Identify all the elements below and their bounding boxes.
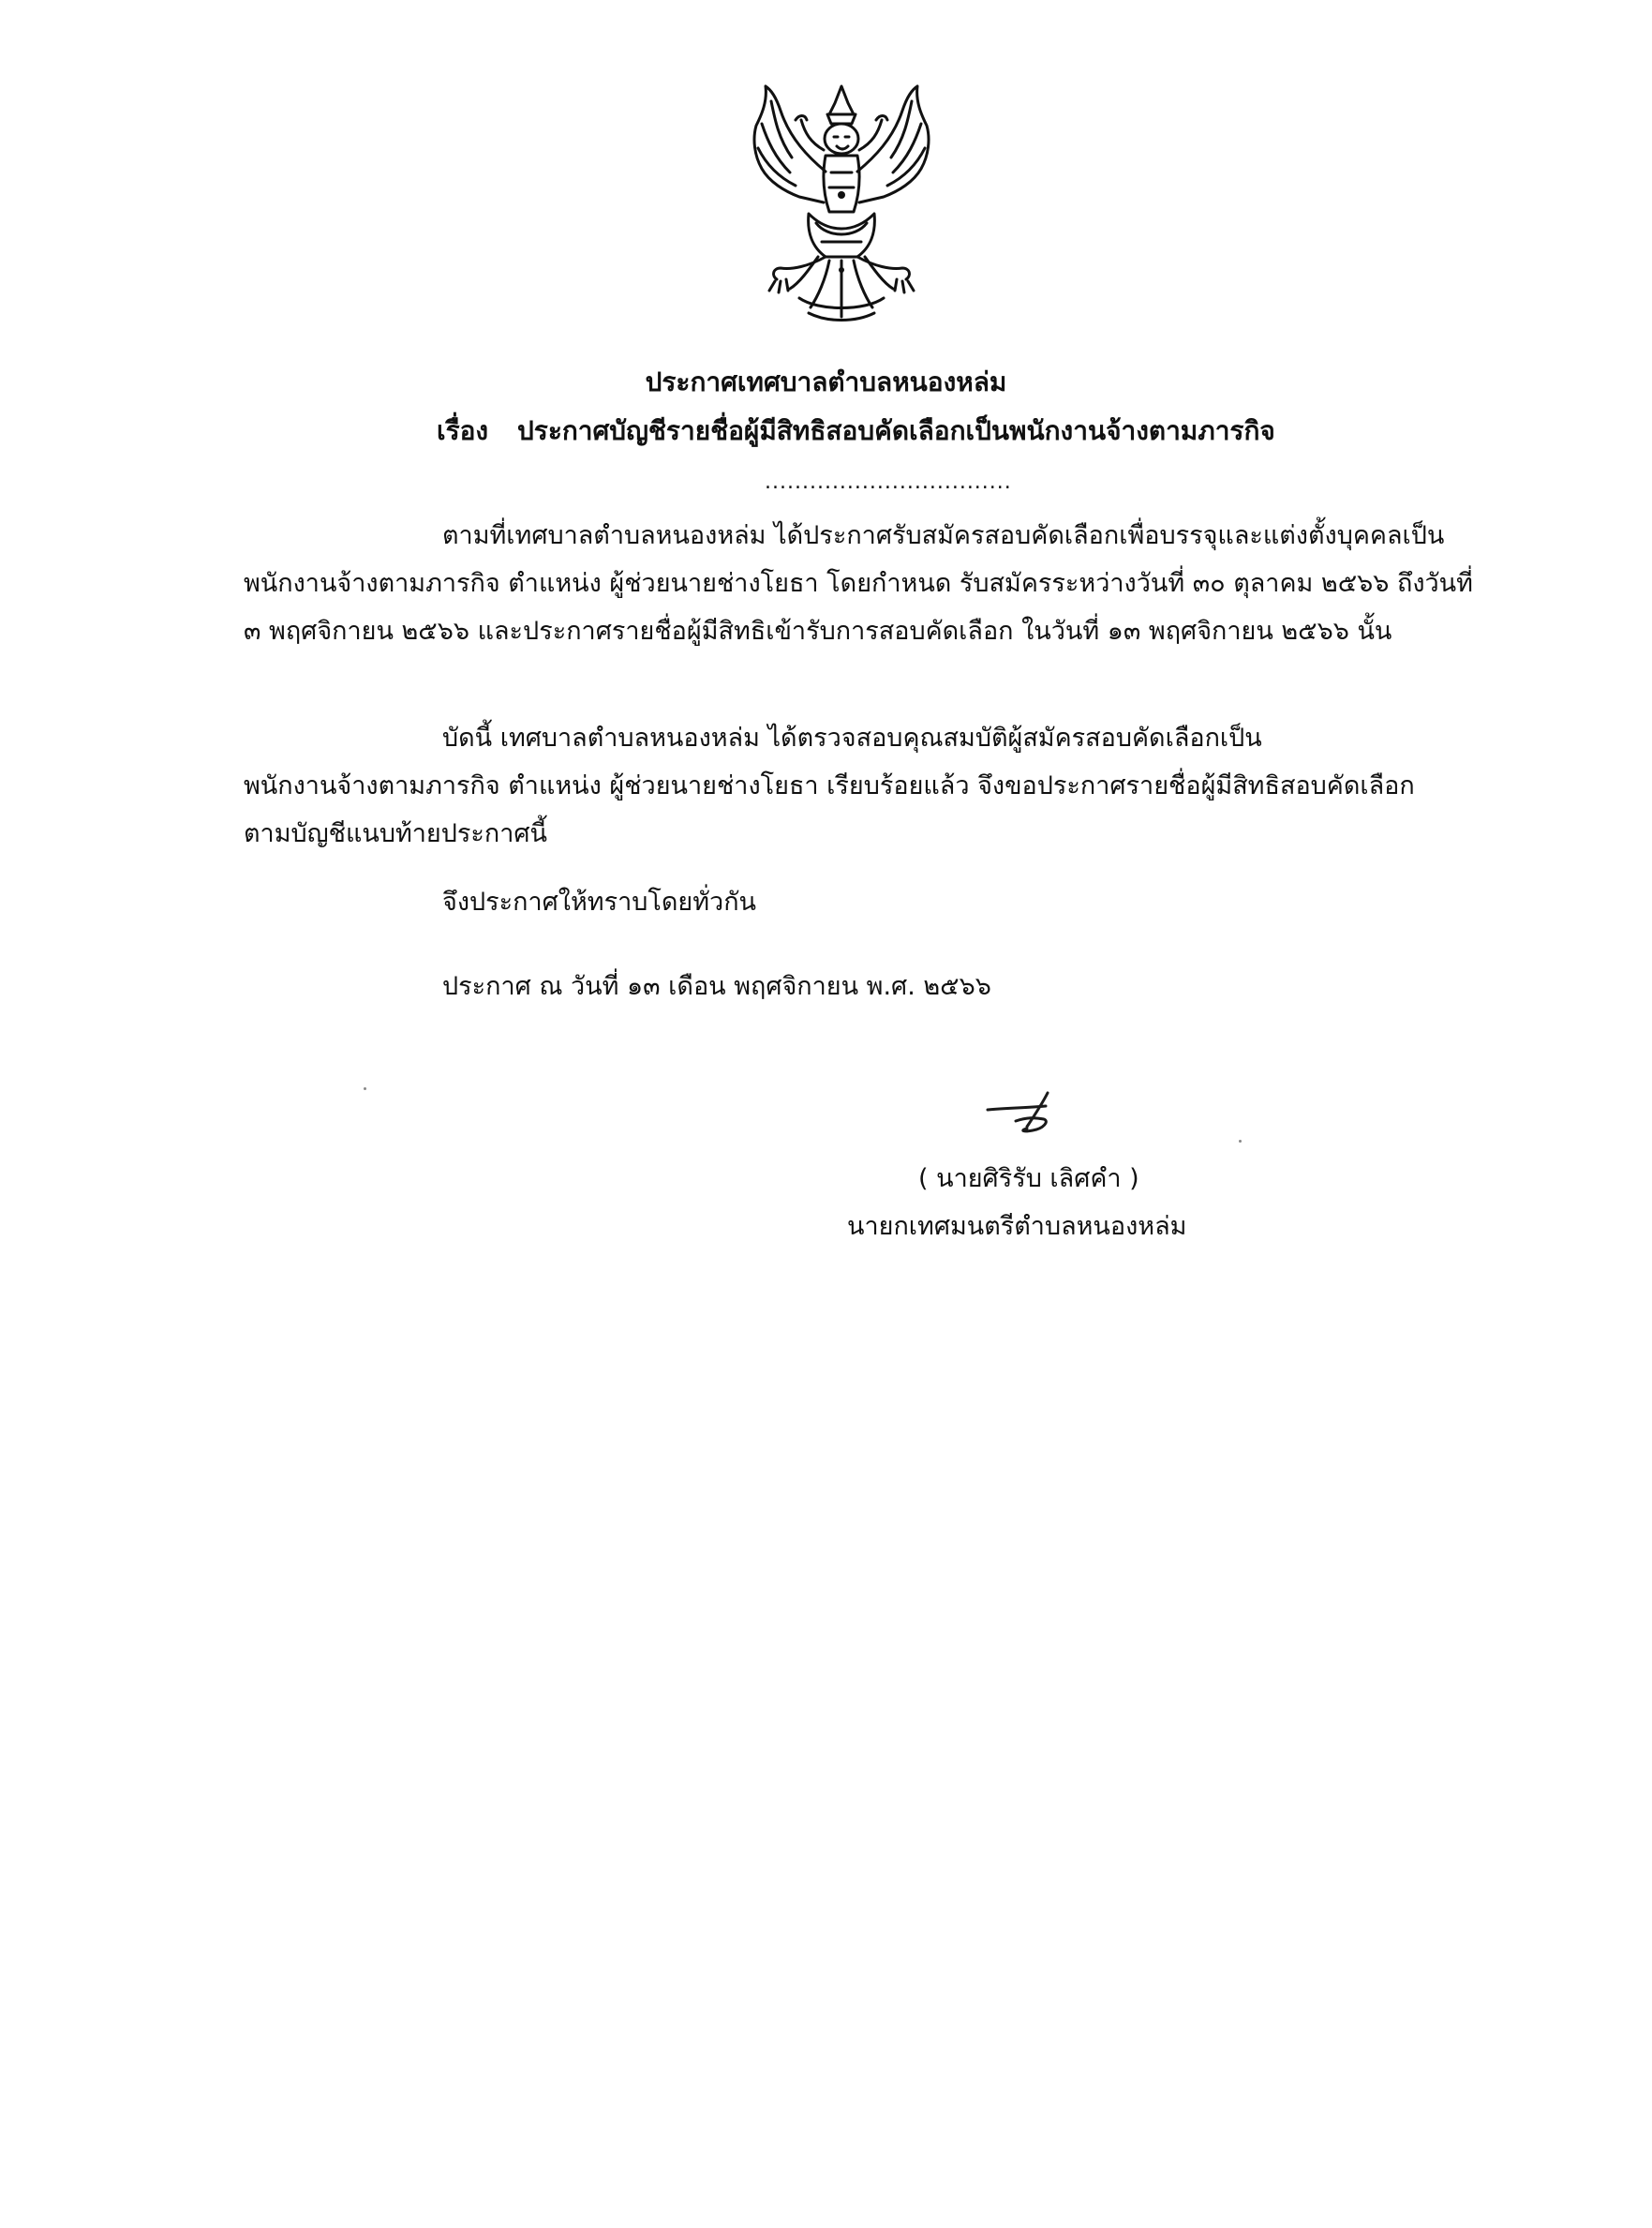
garuda-emblem-icon xyxy=(743,82,940,328)
paragraph-2 xyxy=(244,714,1520,858)
subject-label: เรื่อง xyxy=(437,415,489,446)
signatory-name: ( นายศิริรับ เลิศคำ ) xyxy=(918,1164,1139,1193)
paragraph-2-line: พนักงานจ้างตามภารกิจ ตำแหน่ง ผู้ช่วยนายช่างโยธา เรียบร้อยแล้ว จึงขอประกาศรายชื่อผู้มีสิทธิสอบคัดเลือก xyxy=(244,771,1415,800)
agency-title: ประกาศเทศบาลตำบลหนองหล่ม xyxy=(645,366,1007,397)
paragraph-2-line: ตามบัญชีแนบท้ายประกาศนี้ xyxy=(244,819,547,848)
paragraph-1-line: ตามที่เทศบาลตำบลหนองหล่ม ได้ประกาศรับสมัครสอบคัดเลือกเพื่อบรรจุและแต่งตั้งบุคคลเป็น xyxy=(442,521,1445,550)
paragraph-1-line: ๓ พฤศจิกายน ๒๕๖๖ และประกาศรายชื่อผู้มีสิทธิเข้ารับการสอบคัดเลือก ในวันที่ ๑๓ พฤศจิกายน ๒๕๖๖ นั้น xyxy=(244,617,1392,646)
paragraph-1-line: พนักงานจ้างตามภารกิจ ตำแหน่ง ผู้ช่วยนายช่างโยธา โดยกำหนด รับสมัครระหว่างวันที่ ๓๐ ตุลาคม ๒๕๖๖ ถึงวันที่ xyxy=(244,569,1473,598)
signatory-position: นายกเทศมนตรีตำบลหนองหล่ม xyxy=(847,1212,1187,1241)
paragraph-1 xyxy=(244,512,1520,655)
subject-text: ประกาศบัญชีรายชื่อผู้มีสิทธิสอบคัดเลือกเป็นพนักงานจ้างตามภารกิจ xyxy=(517,415,1275,446)
scan-speck xyxy=(1239,1140,1242,1143)
paragraph-2-line: บัดนี้ เทศบาลตำบลหนองหล่ม ได้ตรวจสอบคุณสมบัติผู้สมัครสอบคัดเลือกเป็น xyxy=(442,724,1262,753)
subject-line xyxy=(437,412,1275,450)
separator-dots: ................................. xyxy=(765,471,1012,494)
announcement-line: จึงประกาศให้ทราบโดยทั่วกัน xyxy=(442,888,756,917)
scan-speck xyxy=(364,1087,366,1090)
handwritten-signature xyxy=(978,1087,1081,1140)
date-line: ประกาศ ณ วันที่ ๑๓ เดือน พฤศจิกายน พ.ศ. ๒๕๖๖ xyxy=(442,972,991,1001)
